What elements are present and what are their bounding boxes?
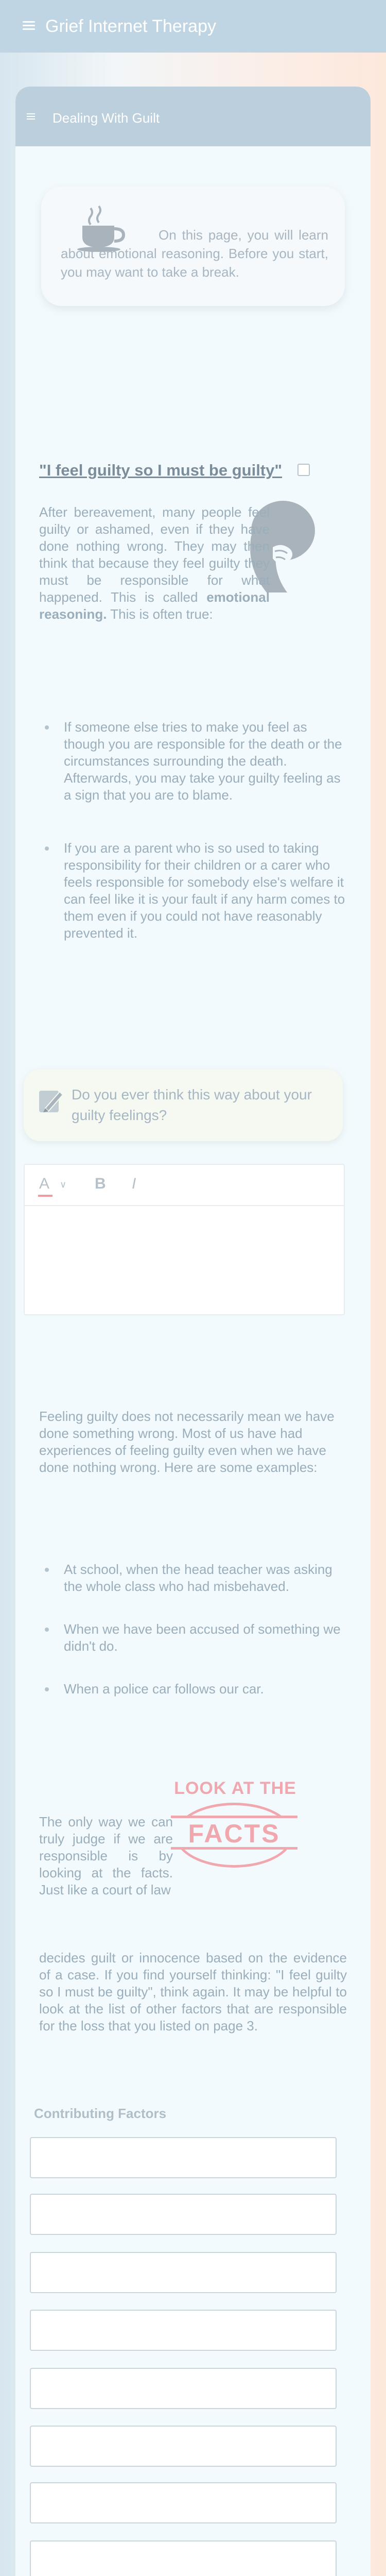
font-color-swatch (38, 1195, 52, 1197)
intro-note (41, 187, 345, 306)
heading-checkbox[interactable] (297, 464, 310, 476)
contributing-factor-input-4[interactable] (30, 2310, 337, 2351)
bold-button[interactable]: B (95, 1175, 106, 1192)
guilt-examples-list (39, 719, 347, 942)
section-title: Dealing With Guilt (52, 110, 160, 126)
intro-note-text: On this page, you will learn about emotional reasoning. Before you start, you may want to take a break. (61, 227, 328, 280)
answer-editor (24, 1164, 345, 1315)
list-item: If someone else tries to make you feel as though you are responsible for the death or the circumstances surrounding the death. Afterwards, you may take your guilty feeling as a sign that you are to blame. (39, 719, 347, 804)
contributing-factor-input-3[interactable] (30, 2252, 337, 2293)
section-heading: "I feel guilty so I must be guilty" (39, 461, 283, 479)
contributing-factor-input-7[interactable] (30, 2482, 337, 2523)
contributing-factor-input-5[interactable] (30, 2368, 337, 2409)
list-item: At school, when the head teacher was asking the whole class who had misbehaved. (39, 1561, 347, 1595)
chevron-down-icon[interactable]: ∨ (60, 1179, 67, 1190)
reflection-question (24, 1069, 343, 1141)
emotional-reasoning-paragraph: After bereavement, many people feel guilty or ashamed, even if they have done nothing wrong. They may then think that because they feel guilty they must be responsible for what happened. This is called emotional reasoning. This is often true: (39, 504, 270, 622)
pencil-note-icon (38, 1088, 65, 1114)
list-item: If you are a parent who is so used to taking responsibility for their children or a carer who feels responsible for somebody else's welfare it can feel like it is your fault if any harm comes to them even if you could not have reasonably prevented it. (39, 840, 347, 942)
app-header (0, 0, 386, 53)
section-menu-icon[interactable] (27, 113, 35, 120)
facts-paragraph-intro: The only way we can truly judge if we are responsible is by looking at the facts. Just like a court of law (39, 1814, 173, 1897)
italic-button[interactable]: I (132, 1175, 136, 1192)
contributing-factors-label: Contributing Factors (34, 2106, 167, 2121)
editor-toolbar (25, 1165, 344, 1206)
guilt-explanation-paragraph: Feeling guilty does not necessarily mean we have done something wrong. Most of us have had experiences of feeling guilty even when we have done nothing wrong. Here are some examples: (39, 1409, 335, 1475)
facts-logo-top-text: LOOK AT THE (174, 1778, 296, 1798)
guilt-situations-list (39, 1561, 347, 1698)
facts-logo-word: FACTS (188, 1819, 280, 1848)
section-header (15, 87, 371, 146)
contributing-factor-input-8[interactable] (30, 2540, 337, 2576)
contributing-factor-input-6[interactable] (30, 2426, 337, 2467)
list-item: When a police car follows our car. (39, 1681, 347, 1698)
contributing-factor-input-1[interactable] (30, 2137, 337, 2178)
app-title: Grief Internet Therapy (45, 16, 216, 36)
facts-paragraph-rest: decides guilt or innocence based on the evidence of a case. If you find yourself thinking: "I feel guilty so I must be guilty", think again. It may be helpful to look at the list of other factors that are responsible for the loss that you listed on page 3. (39, 1950, 347, 2033)
font-color-button[interactable]: A (39, 1175, 50, 1192)
answer-text-area[interactable] (25, 1206, 344, 1313)
list-item: When we have been accused of something we didn't do. (39, 1621, 347, 1655)
question-text: Do you ever think this way about your guilty feelings? (72, 1087, 312, 1123)
contributing-factor-input-2[interactable] (30, 2194, 337, 2235)
hamburger-menu-icon[interactable] (23, 21, 35, 30)
emotional-reasoning-term: emotional reasoning. (39, 589, 270, 622)
look-at-the-facts-logo (171, 1778, 300, 1869)
